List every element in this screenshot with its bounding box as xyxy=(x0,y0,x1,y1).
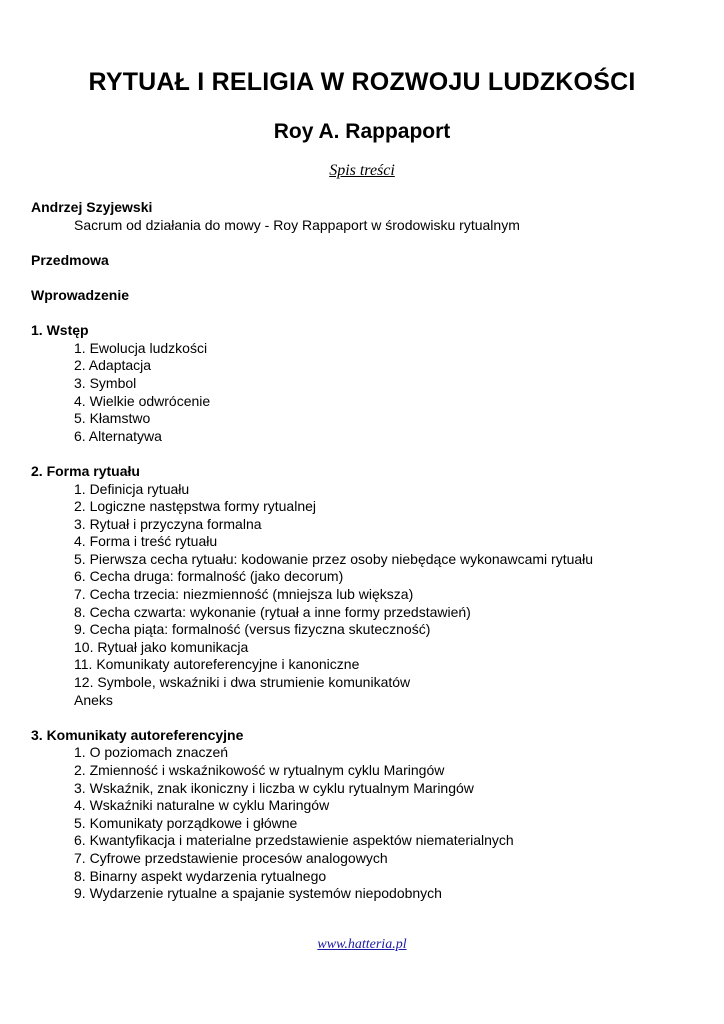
toc-entry: 11. Komunikaty autoreferencyjne i kanoniczne xyxy=(74,656,360,673)
toc-entry: 9. Cecha piąta: formalność (versus fizyczna skuteczność) xyxy=(74,621,431,638)
toc-entry: 4. Wielkie odwrócenie xyxy=(74,392,211,409)
toc-section xyxy=(31,252,711,270)
toc-heading: Spis treści xyxy=(329,162,395,179)
toc-section xyxy=(31,287,711,305)
toc-section-title: Wprowadzenie xyxy=(31,286,130,303)
toc-entry: 5. Kłamstwo xyxy=(74,410,151,427)
toc-entry: 2. Adaptacja xyxy=(74,357,152,374)
author-name: Roy A. Rappaport xyxy=(273,120,451,143)
toc-entry: 1. Definicja rytuału xyxy=(74,480,190,497)
toc-section xyxy=(31,322,711,445)
toc-entry: 6. Alternatywa xyxy=(74,427,162,444)
toc-section xyxy=(31,463,711,709)
toc-entry: 1. Ewolucja ludzkości xyxy=(74,339,208,356)
toc-entry: 7. Cecha trzecia: niezmienność (mniejsza lub większa) xyxy=(74,586,414,603)
toc-entry: 10. Rytuał jako komunikacja xyxy=(74,638,249,655)
toc-section-title: Przedmowa xyxy=(31,251,109,268)
toc-entry: 7. Cyfrowe przedstawienie procesów analogowych xyxy=(74,849,388,866)
toc-entry: 1. O poziomach znaczeń xyxy=(74,744,229,761)
toc-entry: 12. Symbole, wskaźniki i dwa strumienie komunikatów xyxy=(74,674,411,691)
table-of-contents xyxy=(31,199,711,903)
toc-entry: 8. Cecha czwarta: wykonanie (rytuał a inne formy przedstawień) xyxy=(74,603,471,620)
toc-section xyxy=(31,199,711,234)
footer xyxy=(0,937,724,953)
toc-entry: 6. Cecha druga: formalność (jako decorum) xyxy=(74,568,344,585)
document-title: RYTUAŁ I RELIGIA W ROZWOJU LUDZKOŚCI xyxy=(88,68,636,96)
toc-entry: 2. Logiczne następstwa formy rytualnej xyxy=(74,498,317,515)
toc-entry: Sacrum od działania do mowy - Roy Rappaport w środowisku rytualnym xyxy=(74,216,520,233)
toc-section xyxy=(31,727,711,903)
toc-entry: 3. Wskaźnik, znak ikoniczny i liczba w cyklu rytualnym Maringów xyxy=(74,779,474,796)
toc-entry: 3. Rytuał i przyczyna formalna xyxy=(74,515,262,532)
toc-entry: 2. Zmienność i wskaźnikowość w rytualnym cyklu Maringów xyxy=(74,762,445,778)
toc-entry: 5. Pierwsza cecha rytuału: kodowanie przez osoby niebędące wykonawcami rytuału xyxy=(74,550,594,567)
toc-entry: 4. Forma i treść rytuału xyxy=(74,533,218,550)
toc-section-title: 1. Wstęp xyxy=(31,322,89,339)
toc-entry: Aneks xyxy=(74,691,113,708)
toc-section-title: 3. Komunikaty autoreferencyjne xyxy=(31,726,244,743)
toc-entry: 3. Symbol xyxy=(74,374,137,391)
toc-section-title: 2. Forma rytuału xyxy=(31,462,140,479)
footer-link[interactable]: www.hatteria.pl xyxy=(317,937,407,952)
toc-entry: 6. Kwantyfikacja i materialne przedstawienie aspektów niematerialnych xyxy=(74,832,514,849)
toc-entry: 5. Komunikaty porządkowe i główne xyxy=(74,814,298,831)
toc-entry: 8. Binarny aspekt wydarzenia rytualnego xyxy=(74,867,327,884)
toc-section-title: Andrzej Szyjewski xyxy=(31,199,153,215)
toc-entry: 9. Wydarzenie rytualne a spajanie systemów niepodobnych xyxy=(74,885,442,902)
toc-entry: 4. Wskaźniki naturalne w cyklu Maringów xyxy=(74,797,330,814)
